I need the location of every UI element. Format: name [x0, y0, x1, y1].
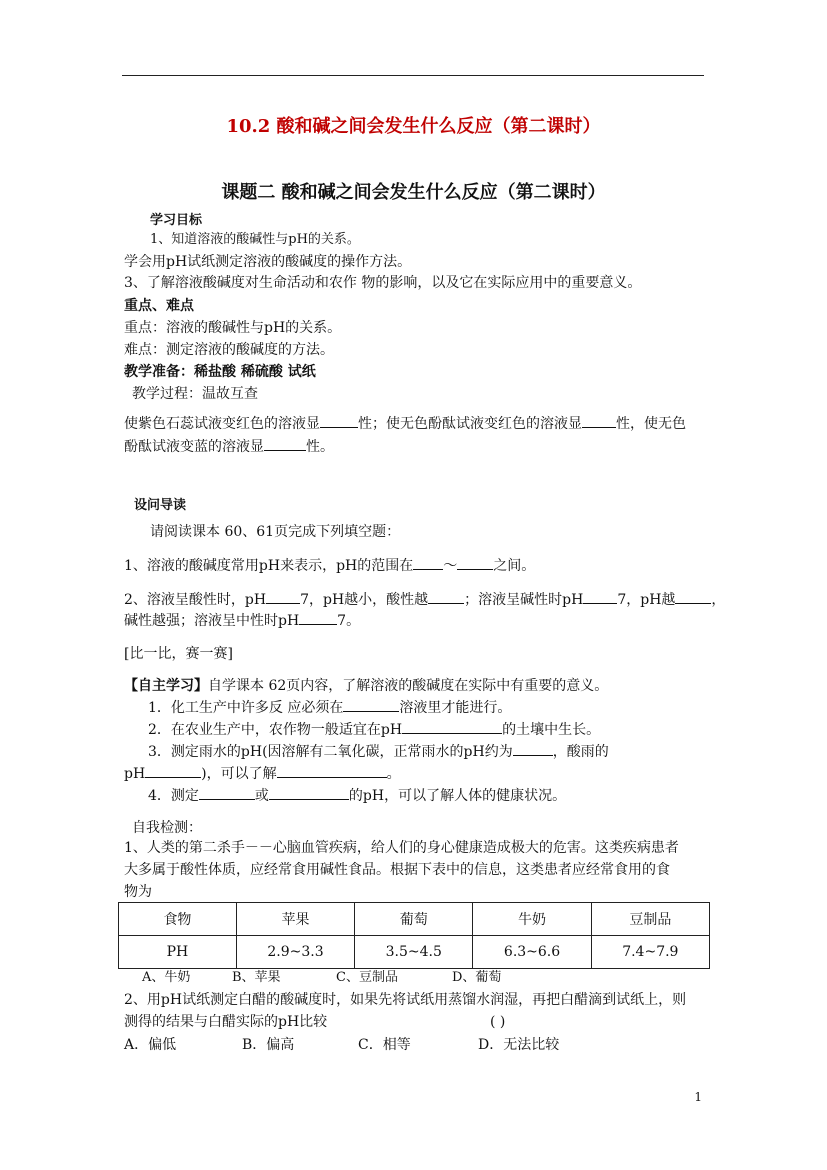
blank-field[interactable] [277, 765, 387, 778]
teaching-process: 教学过程：温故互查 [132, 386, 258, 402]
blank-field[interactable] [264, 438, 306, 451]
item-text: ，酸雨的 [552, 744, 609, 760]
q2-option-d: D．无法比较 [478, 1037, 560, 1053]
compare-item-1 [148, 698, 511, 718]
question-text: 2、溶液呈酸性时，pH [124, 592, 267, 608]
blank-field[interactable] [583, 591, 617, 604]
item-text: 1．化工生产中许多反 应必须在 [148, 700, 344, 716]
blank-field[interactable] [199, 787, 255, 800]
difficult-point: 难点：测定溶液的酸碱度的方法。 [124, 342, 334, 358]
compare-item-3-cont [124, 764, 401, 784]
blank-field[interactable] [343, 699, 399, 712]
item-text: pH [124, 766, 146, 782]
item-text: 3．测定雨水的pH(因溶解有二氧化碳，正常雨水的pH约为 [148, 744, 513, 760]
blank-field[interactable] [320, 415, 358, 428]
q1-option-a: A、牛奶 [142, 970, 191, 985]
blank-field[interactable] [145, 765, 201, 778]
self-study [124, 676, 608, 696]
question-text: 碱性越强；溶液呈中性时pH [124, 613, 300, 629]
blank-field[interactable] [269, 787, 349, 800]
question-text: 7。 [337, 613, 361, 629]
guide-question-1 [124, 556, 535, 576]
compare-item-3 [148, 742, 609, 762]
item-text: 4．测定 [148, 788, 199, 804]
objectives-heading: 学习目标 [150, 213, 203, 228]
guide-intro: 请阅读课本 60、61页完成下列填空题： [150, 524, 401, 540]
item-text: 的土壤中生长。 [502, 722, 601, 738]
selfcheck-q2-line1: 2、用pH试纸测定白醋的酸碱度时，如果先将试纸用蒸馏水润湿，再把白醋滴到试纸上，则 [124, 992, 687, 1008]
objective-1: 1、知道溶液的酸碱性与pH的关系。 [150, 232, 360, 247]
table-cell: 7.4~7.9 [591, 936, 709, 969]
teaching-prep: 教学准备：稀盐酸 稀硫酸 试纸 [124, 364, 316, 380]
review-line-1 [124, 414, 686, 434]
lesson-subtitle: 课题二 酸和碱之间会发生什么反应（第二课时） [221, 182, 606, 203]
item-text: 或 [254, 788, 269, 804]
table-header-row [119, 903, 710, 936]
guide-question-2 [124, 590, 725, 610]
selfcheck-q1-line1: 1、人类的第二杀手－－心脑血管疾病，给人们的身心健康造成极大的危害。这类疾病患者 [124, 840, 679, 856]
review-text: 性，使无色 [616, 416, 686, 432]
guide-question-2-cont [124, 611, 360, 631]
selfcheck-heading: 自我检测： [132, 820, 202, 836]
header-rule [122, 75, 704, 76]
table-header-cell: 葡萄 [355, 903, 473, 936]
keypoints-heading: 重点、难点 [124, 298, 194, 314]
item-text: 的pH，可以了解人体的健康状况。 [348, 788, 567, 804]
question-text: ；溶液呈碱性时pH [464, 592, 584, 608]
tilde-symbol: ～ [443, 558, 458, 574]
selfcheck-q1-line3: 物为 [124, 884, 152, 900]
compare-heading: [比一比，赛一赛] [124, 646, 233, 662]
q2-option-b: B．偏高 [242, 1037, 295, 1053]
self-study-label: 【自主学习】 [124, 678, 208, 694]
question-text: 1、溶液的酸碱度常用pH来表示，pH的范围在 [124, 558, 414, 574]
review-text: 酚酞试液变蓝的溶液显 [124, 439, 264, 455]
item-text: )，可以了解 [201, 766, 277, 782]
table-cell: PH [119, 936, 237, 969]
q2-option-a: A．偏低 [124, 1037, 177, 1053]
table-cell: 3.5~4.5 [355, 936, 473, 969]
question-text: 7，pH越 [617, 592, 676, 608]
page-number: 1 [694, 1090, 702, 1104]
q1-option-c: C、豆制品 [336, 970, 398, 985]
blank-field[interactable] [675, 591, 711, 604]
blank-field[interactable] [266, 591, 300, 604]
question-text: 7，pH越小，酸性越 [300, 592, 429, 608]
table-cell: 6.3~6.6 [473, 936, 591, 969]
blank-field[interactable] [582, 415, 616, 428]
q2-option-c: C．相等 [358, 1037, 411, 1053]
table-header-cell: 食物 [119, 903, 237, 936]
food-ph-table [118, 902, 710, 969]
item-text: 2．在农业生产中，农作物一般适宜在pH [148, 722, 403, 738]
self-study-text: 自学课本 62页内容，了解溶液的酸碱度在实际中有重要的意义。 [208, 678, 609, 694]
review-line-2 [124, 437, 334, 457]
key-point: 重点：溶液的酸碱性与pH的关系。 [124, 320, 342, 336]
question-text: ， [711, 592, 726, 608]
guide-heading: 设问导读 [134, 498, 187, 513]
answer-parentheses: ( ) [490, 1014, 506, 1030]
blank-field[interactable] [457, 557, 493, 570]
table-row [119, 936, 710, 969]
review-text: 使紫色石蕊试液变红色的溶液显 [124, 416, 320, 432]
blank-field[interactable] [402, 721, 502, 734]
blank-field[interactable] [513, 743, 553, 756]
blank-field[interactable] [428, 591, 464, 604]
item-text: 溶液里才能进行。 [399, 700, 512, 716]
selfcheck-q1-line2: 大多属于酸性体质，应经常食用碱性食品。根据下表中的信息，这类患者应经常食用的食 [124, 862, 670, 878]
table-cell: 2.9~3.3 [236, 936, 354, 969]
item-text: 。 [386, 766, 401, 782]
blank-field[interactable] [299, 612, 337, 625]
compare-item-4 [148, 786, 566, 806]
review-text: 性。 [306, 439, 334, 455]
question-text: 之间。 [493, 558, 536, 574]
compare-item-2 [148, 720, 600, 740]
document-title: 10.2 酸和碱之间会发生什么反应（第二课时） [226, 116, 601, 137]
table-header-cell: 苹果 [236, 903, 354, 936]
blank-field[interactable] [413, 557, 443, 570]
q1-option-d: D、葡萄 [452, 970, 502, 985]
objective-3: 3、了解溶液酸碱度对生命活动和农作 物的影响，以及它在实际应用中的重要意义。 [124, 275, 642, 291]
table-header-cell: 牛奶 [473, 903, 591, 936]
review-text: 性；使无色酚酞试液变红色的溶液显 [358, 416, 582, 432]
table-header-cell: 豆制品 [591, 903, 709, 936]
q1-option-b: B、苹果 [232, 970, 281, 985]
selfcheck-q2-line2: 测得的结果与白醋实际的pH比较 [124, 1014, 328, 1030]
objective-2: 学会用pH试纸测定溶液的酸碱度的操作方法。 [124, 254, 412, 270]
